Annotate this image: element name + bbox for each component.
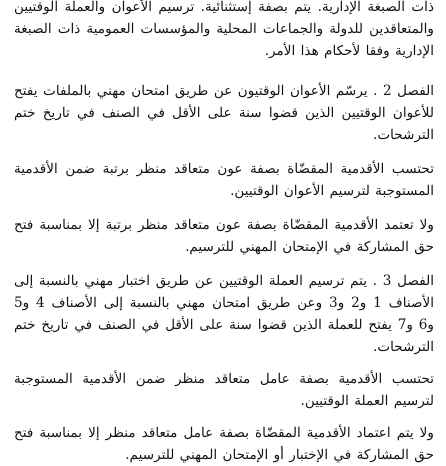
paragraph-worker-seniority-condition: ولا يتم اعتماد الأقدمية المقضّاة بصفة عامل متعاقد منظر إلا بمناسبة فتح حق المشاركة في الإختبار أو الإمتحان المهني للترسيم. bbox=[14, 425, 434, 463]
paragraph-article-2: الفصل 2 . يرسّم الأعوان الوقتيون عن طريق امتحان مهني بالملفات يفتح للأعوان الوقتيين الذين قضوا سنة على الأقل في الصنف في تاريخ ختم الترشحات. bbox=[14, 83, 434, 143]
paragraph-seniority-count: تحتسب الأقدمية المقضّاة بصفة عون متعاقد منظر برتبة ضمن الأقدمية المستوجبة لترسيم الأعوان الوقتيين. bbox=[14, 161, 434, 199]
paragraph-worker-seniority-count: تحتسب الأقدمية بصفة عامل متعاقد منظر ضمن الأقدمية المستوجبة لترسيم العملة الوقتيين. bbox=[14, 371, 434, 409]
paragraph-seniority-condition: ولا تعتمد الأقدمية المقضّاة بصفة عون متعاقد منظر برتبة إلا بمناسبة فتح حق المشاركة في الإمتحان المهني للترسيم. bbox=[14, 217, 434, 255]
paragraph-intro: ذات الصبغة الإدارية. يتم بصفة إستثنائية. ترسيم الأعوان والعملة الوقتيين والمتعاقدين للدولة والجماعات المحلية والمؤسسات العمومية ذات الصبغة الإدارية وفقا لأحكام هذا الأمر. bbox=[14, 0, 434, 59]
paragraph-article-3: الفصل 3 . يتم ترسيم العملة الوقتيين عن طريق اختبار مهني بالنسبة إلى الأصناف 1 و2 و3 وعن طريق امتحان مهني بالنسبة إلى الأصناف 4 و5 و6 و7 يفتح للعملة الذين قضوا سنة على الأقل في الصنف في تاريخ ختم الترشحات. bbox=[14, 273, 435, 355]
